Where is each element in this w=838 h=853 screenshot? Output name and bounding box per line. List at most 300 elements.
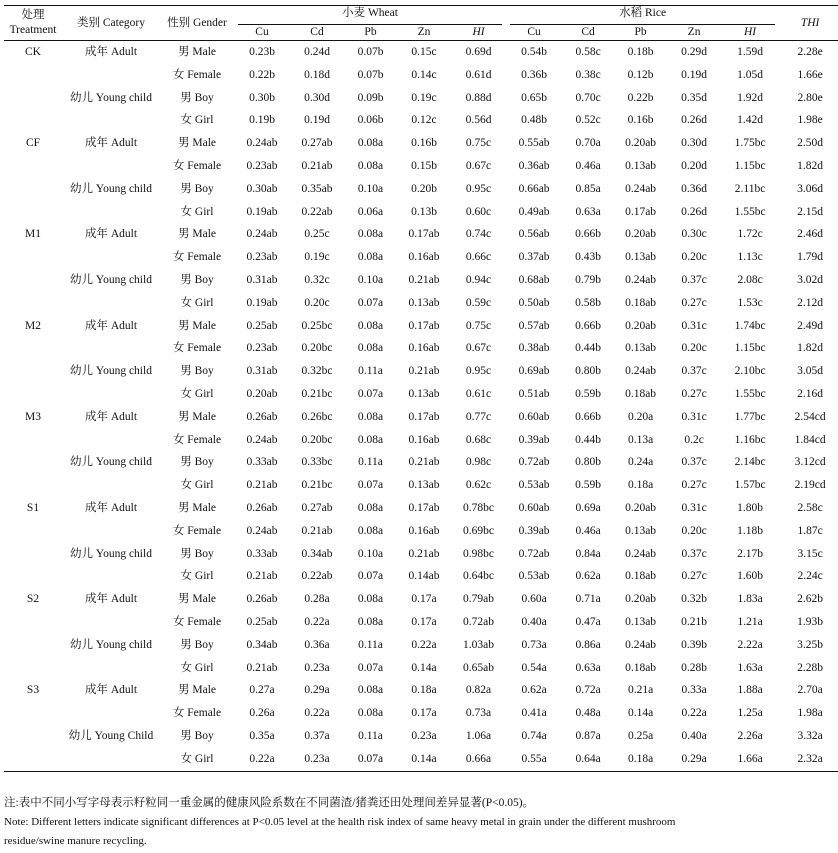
table-row (4, 429, 838, 452)
cell-rice-cu: 0.50ab (518, 296, 550, 309)
cell-category (62, 702, 160, 725)
cell-rice-cu: 0.65b (521, 91, 547, 104)
cell-rice-hi: 1.72c (737, 228, 763, 241)
cell-wheat-zn: 0.21ab (408, 456, 440, 469)
cell-gender: 女 Girl (180, 570, 214, 583)
table-row (4, 337, 838, 360)
cell-rice-cd: 0.87a (575, 729, 601, 742)
cell-rice-cu: 0.60ab (518, 501, 550, 514)
table-row (4, 269, 838, 292)
cell-wheat-pb: 0.08a (357, 593, 384, 606)
cell-wheat-hi: 0.67c (465, 159, 492, 172)
cell-rice-cu: 0.72ab (518, 547, 550, 560)
cell-rice-hi: 2.11bc (734, 182, 766, 195)
cell-rice-zn: 0.39b (681, 638, 707, 651)
cell-gender: 女 Female (172, 159, 222, 172)
cell-thi: 2.62b (797, 593, 824, 606)
cell-thi: 3.25b (797, 638, 824, 651)
cell-rice-zn: 0.21b (681, 615, 707, 628)
cell-thi: 1.93b (797, 615, 824, 628)
cell-rice-cd: 0.47a (575, 615, 601, 628)
cell-gender: 女 Girl (180, 205, 214, 218)
cell-rice-cu: 0.39ab (518, 524, 550, 537)
cell-rice-pb: 0.12b (627, 68, 654, 81)
cell-category (62, 565, 160, 588)
footnote-cn: 注:表中不同小写字母表示籽粒同一重金属的健康风险系数在不同菌渣/猪粪还田处理间差异显著(P<0.05)。 (4, 797, 535, 809)
cell-rice-cu: 0.36ab (518, 159, 550, 172)
cell-wheat-hi: 0.79ab (463, 593, 495, 606)
cell-wheat-cu: 0.19ab (246, 296, 278, 309)
header-treatment (4, 6, 62, 41)
cell-rice-hi: 1.18b (737, 524, 764, 537)
cell-treatment: M1 (25, 228, 41, 241)
cell-rice-zn: 0.37c (681, 365, 707, 378)
footnote-en-line2: residue/swine manure recycling. (4, 835, 147, 847)
cell-wheat-pb: 0.08a (357, 159, 384, 172)
cell-rice-hi: 1.92d (737, 91, 764, 104)
cell-rice-pb: 0.18a (614, 748, 667, 771)
cell-wheat-cu: 0.26ab (246, 501, 278, 514)
cell-rice-pb: 0.24a (627, 456, 654, 469)
cell-treatment: S2 (26, 593, 40, 606)
cell-rice-zn: 0.27c (681, 296, 707, 309)
cell-wheat-pb: 0.06a (357, 205, 384, 218)
cell-wheat-cd: 0.27ab (301, 137, 333, 150)
table-row (4, 292, 838, 315)
cell-wheat-cd: 0.27ab (301, 501, 333, 514)
cell-rice-hi: 1.15bc (734, 159, 766, 172)
header-gender: 性别 Gender (160, 6, 234, 41)
table-row (4, 657, 838, 680)
cell-treatment (4, 155, 62, 178)
cell-wheat-cu: 0.24ab (246, 137, 278, 150)
cell-rice-pb: 0.13ab (625, 251, 657, 264)
cell-wheat-cd: 0.32c (304, 273, 330, 286)
cell-rice-pb: 0.18ab (625, 296, 657, 309)
cell-wheat-cu: 0.33ab (246, 456, 278, 469)
cell-wheat-pb: 0.07a (357, 479, 384, 492)
cell-wheat-cd: 0.29a (304, 684, 330, 697)
cell-rice-hi: 1.57bc (734, 479, 766, 492)
cell-rice-cd: 0.63a (575, 661, 601, 674)
cell-rice-cd: 0.66b (575, 228, 601, 241)
cell-wheat-pb: 0.11a (358, 638, 383, 651)
cell-thi: 2.28b (797, 661, 824, 674)
cell-rice-cu: 0.48b (521, 114, 547, 127)
table-row (4, 543, 838, 566)
cell-thi: 1.84cd (794, 433, 826, 446)
cell-rice-cu: 0.55a (506, 748, 562, 771)
cell-wheat-zn: 0.21ab (408, 547, 440, 560)
cell-rice-cu: 0.73a (521, 638, 547, 651)
cell-treatment (4, 360, 62, 383)
cell-rice-zn: 0.35d (681, 91, 707, 104)
cell-category: 幼儿 Young child (70, 182, 152, 195)
cell-gender: 男 Boy (180, 182, 214, 195)
cell-wheat-hi: 0.77c (465, 410, 492, 423)
cell-wheat-cu: 0.25ab (246, 615, 278, 628)
cell-thi: 2.49d (797, 319, 824, 332)
cell-wheat-zn: 0.14a (411, 661, 437, 674)
cell-rice-zn: 0.27c (681, 387, 707, 400)
cell-treatment (4, 64, 62, 87)
cell-rice-cu: 0.60a (521, 593, 547, 606)
cell-rice-pb: 0.24ab (625, 638, 657, 651)
cell-rice-hi: 1.77bc (734, 410, 766, 423)
cell-wheat-cu: 0.21ab (246, 479, 278, 492)
header-wheat-cd: Cd (290, 25, 344, 41)
cell-wheat-pb: 0.10a (357, 182, 384, 195)
cell-thi: 2.70a (797, 684, 823, 697)
cell-wheat-zn: 0.19c (411, 91, 437, 104)
cell-wheat-hi: 0.98bc (463, 547, 495, 560)
cell-category: 成年 Adult (84, 228, 138, 241)
cell-rice-cd: 0.62a (575, 570, 601, 583)
cell-category (62, 64, 160, 87)
cell-wheat-hi: 0.95c (465, 182, 492, 195)
cell-rice-pb: 0.13ab (625, 615, 657, 628)
cell-rice-zn: 0.31c (681, 501, 707, 514)
cell-rice-cd: 0.44b (575, 433, 601, 446)
cell-rice-cd: 0.84a (575, 547, 601, 560)
cell-rice-zn: 0.26d (681, 205, 707, 218)
cell-rice-zn: 0.27c (681, 479, 707, 492)
cell-wheat-cu: 0.25ab (246, 319, 278, 332)
cell-gender: 女 Girl (180, 114, 214, 127)
cell-rice-cd: 0.46a (575, 159, 601, 172)
cell-gender: 男 Male (177, 46, 216, 58)
cell-gender: 女 Girl (180, 296, 214, 309)
cell-wheat-zn: 0.17a (411, 593, 437, 606)
cell-rice-hi: 2.10bc (734, 365, 766, 378)
cell-rice-zn: 0.2c (684, 433, 704, 446)
cell-thi: 2.12d (797, 296, 824, 309)
table-row (4, 634, 838, 657)
table-row (4, 679, 838, 702)
cell-rice-cd: 0.43b (575, 251, 601, 264)
cell-wheat-cu: 0.19ab (246, 205, 278, 218)
cell-rice-pb: 0.20ab (625, 501, 657, 514)
cell-gender: 女 Girl (160, 748, 234, 771)
cell-rice-pb: 0.13ab (625, 524, 657, 537)
cell-wheat-hi: 0.67c (465, 342, 492, 355)
cell-category (62, 429, 160, 452)
cell-thi: 2.15d (797, 205, 824, 218)
cell-rice-zn: 0.33a (681, 684, 707, 697)
cell-treatment: M3 (25, 410, 41, 423)
header-wheat-zn: Zn (397, 25, 451, 41)
cell-wheat-hi: 0.74c (465, 228, 492, 241)
cell-wheat-cd: 0.21ab (301, 524, 333, 537)
cell-gender: 女 Female (172, 615, 222, 628)
cell-category: 成年 Adult (84, 501, 138, 514)
cell-treatment (4, 474, 62, 497)
cell-rice-cd: 0.59b (575, 387, 601, 400)
cell-wheat-hi: 0.69bc (463, 524, 495, 537)
cell-rice-cu: 0.51ab (518, 387, 550, 400)
cell-wheat-zn: 0.20b (411, 182, 437, 195)
cell-wheat-pb: 0.07a (344, 748, 397, 771)
cell-wheat-cd: 0.25bc (301, 319, 333, 332)
cell-treatment (4, 87, 62, 110)
cell-wheat-cd: 0.25c (304, 228, 330, 241)
cell-gender: 男 Boy (180, 365, 214, 378)
cell-wheat-cd: 0.18d (304, 68, 330, 81)
cell-wheat-cu: 0.34ab (246, 638, 278, 651)
cell-wheat-pb: 0.08a (357, 684, 384, 697)
cell-wheat-zn: 0.17ab (408, 501, 440, 514)
table-row (4, 201, 838, 224)
cell-thi: 2.32a (779, 748, 838, 771)
cell-rice-cu: 0.62a (521, 684, 547, 697)
cell-rice-hi: 1.88a (737, 684, 763, 697)
cell-rice-zn: 0.32b (681, 593, 707, 606)
cell-wheat-pb: 0.11a (358, 456, 383, 469)
cell-wheat-cu: 0.22a (234, 748, 290, 771)
cell-rice-cd: 0.70a (575, 137, 601, 150)
cell-wheat-cd: 0.20c (304, 296, 330, 309)
cell-thi: 2.58c (797, 501, 823, 514)
cell-wheat-zn: 0.16b (411, 137, 437, 150)
cell-wheat-hi: 0.75c (465, 137, 492, 150)
cell-wheat-cu: 0.23ab (246, 159, 278, 172)
cell-rice-pb: 0.18ab (625, 661, 657, 674)
table-row (4, 520, 838, 543)
cell-treatment (4, 451, 62, 474)
header-treatment-cn: 处理 (21, 9, 45, 21)
cell-wheat-cu: 0.24ab (246, 433, 278, 446)
cell-wheat-zn: 0.15b (411, 159, 437, 172)
cell-rice-cu: 0.69ab (518, 365, 550, 378)
cell-wheat-zn: 0.13ab (408, 479, 440, 492)
header-rice-hi: HI (721, 25, 779, 41)
cell-wheat-cd: 0.22ab (301, 205, 333, 218)
cell-rice-cd: 0.58b (575, 296, 601, 309)
cell-wheat-cd: 0.37a (304, 729, 330, 742)
cell-thi: 1.98a (797, 707, 823, 720)
cell-wheat-zn: 0.21ab (408, 365, 440, 378)
cell-rice-cd: 0.44b (575, 342, 601, 355)
cell-rice-hi: 1.66a (721, 748, 779, 771)
cell-rice-pb: 0.18ab (625, 570, 657, 583)
cell-wheat-cd: 0.22a (304, 615, 330, 628)
cell-wheat-zn: 0.17a (411, 615, 437, 628)
cell-wheat-pb: 0.07a (357, 387, 384, 400)
cell-thi: 2.16d (797, 387, 824, 400)
cell-wheat-pb: 0.08a (357, 410, 384, 423)
cell-treatment: CF (25, 137, 41, 150)
cell-wheat-cd: 0.19d (304, 114, 330, 127)
cell-wheat-zn: 0.14c (411, 68, 437, 81)
footnote-en-line1: Note: Different letters indicate significant differences at P<0.05 level at the health risk index of same heavy metal in grain under the different mushroom (4, 816, 676, 828)
cell-wheat-cu: 0.24ab (246, 524, 278, 537)
table-row (4, 41, 838, 64)
cell-rice-zn: 0.20c (681, 342, 707, 355)
table-row (4, 64, 838, 87)
cell-rice-pb: 0.22b (627, 91, 654, 104)
cell-treatment: M2 (25, 319, 41, 332)
cell-gender: 女 Female (172, 524, 222, 537)
cell-rice-zn: 0.19d (681, 68, 707, 81)
cell-rice-zn: 0.20d (681, 159, 707, 172)
header-wheat-pb: Pb (344, 25, 397, 41)
cell-thi: 2.54cd (794, 410, 826, 423)
cell-wheat-cu: 0.26ab (246, 593, 278, 606)
cell-wheat-cd: 0.28a (304, 593, 330, 606)
cell-wheat-hi: 0.64bc (463, 570, 495, 583)
cell-wheat-zn: 0.15c (411, 46, 437, 58)
cell-category (62, 337, 160, 360)
cell-category (62, 109, 160, 132)
cell-wheat-hi: 0.61d (465, 68, 492, 81)
cell-wheat-cd: 0.19c (304, 251, 330, 264)
cell-wheat-pb: 0.08a (357, 524, 384, 537)
cell-rice-cd: 0.80b (575, 365, 601, 378)
cell-rice-hi: 1.74bc (734, 319, 766, 332)
cell-wheat-hi: 0.61c (465, 387, 492, 400)
cell-rice-pb: 0.20ab (625, 319, 657, 332)
cell-gender: 女 Female (172, 342, 222, 355)
cell-wheat-zn: 0.13ab (408, 296, 440, 309)
table-header (4, 6, 838, 41)
cell-treatment (4, 292, 62, 315)
table-row (4, 748, 838, 771)
cell-wheat-hi: 0.56d (465, 114, 492, 127)
cell-rice-cu: 0.40a (521, 615, 547, 628)
cell-gender: 男 Male (177, 684, 216, 697)
cell-wheat-hi: 0.66c (465, 251, 492, 264)
cell-wheat-cu: 0.24ab (246, 228, 278, 241)
cell-wheat-cu: 0.23ab (246, 251, 278, 264)
cell-rice-cd: 0.59b (575, 479, 601, 492)
table-row (4, 87, 838, 110)
cell-wheat-cd: 0.32bc (301, 365, 333, 378)
cell-thi: 2.19cd (794, 479, 826, 492)
cell-wheat-cu: 0.26ab (246, 410, 278, 423)
cell-treatment (4, 429, 62, 452)
cell-rice-cu: 0.53ab (518, 479, 550, 492)
cell-thi: 3.06d (797, 182, 824, 195)
cell-wheat-pb: 0.10a (357, 273, 384, 286)
cell-category: 成年 Adult (84, 137, 138, 150)
cell-gender: 男 Boy (180, 729, 214, 742)
cell-wheat-pb: 0.08a (357, 342, 384, 355)
cell-category (62, 246, 160, 269)
cell-wheat-hi: 0.82a (465, 684, 492, 697)
cell-wheat-hi: 0.73a (465, 707, 492, 720)
cell-wheat-zn: 0.16ab (408, 251, 440, 264)
cell-gender: 女 Female (172, 251, 222, 264)
cell-category: 成年 Adult (84, 46, 138, 58)
cell-rice-cd: 0.48a (575, 707, 601, 720)
cell-wheat-zn: 0.17ab (408, 410, 440, 423)
cell-rice-cu: 0.54a (521, 661, 547, 674)
cell-rice-zn: 0.20c (681, 524, 707, 537)
cell-treatment (4, 657, 62, 680)
health-risk-table (4, 5, 838, 772)
header-rice: 水稻 Rice (510, 6, 775, 25)
cell-wheat-zn: 0.21ab (408, 273, 440, 286)
cell-wheat-hi: 0.66a (451, 748, 506, 771)
cell-rice-zn: 0.29a (667, 748, 721, 771)
cell-wheat-cu: 0.27a (249, 684, 275, 697)
header-rice-pb: Pb (614, 25, 667, 41)
header-rice-cd: Cd (562, 25, 614, 41)
cell-rice-pb: 0.20ab (625, 228, 657, 241)
cell-gender: 男 Male (177, 319, 216, 332)
cell-rice-cu: 0.72ab (518, 456, 550, 469)
header-wheat-hi: HI (451, 25, 506, 41)
cell-rice-zn: 0.37c (681, 273, 707, 286)
cell-wheat-cd: 0.24d (304, 46, 330, 58)
cell-rice-zn: 0.20c (681, 251, 707, 264)
cell-thi: 3.05d (797, 365, 824, 378)
cell-gender: 男 Boy (180, 456, 214, 469)
cell-category (62, 748, 160, 771)
cell-rice-zn: 0.40a (681, 729, 707, 742)
table-row (4, 360, 838, 383)
cell-rice-cd: 0.66b (575, 319, 601, 332)
cell-thi: 2.24c (797, 570, 823, 583)
cell-category: 幼儿 Young child (70, 456, 152, 469)
table-row (4, 474, 838, 497)
cell-wheat-pb: 0.08a (357, 433, 384, 446)
cell-wheat-pb: 0.08a (357, 137, 384, 150)
cell-rice-pb: 0.24ab (625, 365, 657, 378)
table-body (4, 41, 838, 772)
cell-wheat-cd: 0.20bc (301, 342, 333, 355)
cell-wheat-pb: 0.07a (357, 570, 384, 583)
cell-wheat-cu: 0.22b (249, 68, 275, 81)
cell-rice-hi: 1.55bc (734, 205, 766, 218)
cell-wheat-pb: 0.08a (357, 707, 384, 720)
cell-rice-cu: 0.56ab (518, 228, 550, 241)
cell-thi: 1.82d (797, 342, 824, 355)
cell-rice-cu: 0.66ab (518, 182, 550, 195)
cell-wheat-cu: 0.30b (249, 91, 275, 104)
cell-rice-cu: 0.49ab (518, 205, 550, 218)
cell-gender: 男 Male (177, 501, 216, 514)
cell-rice-pb: 0.25a (627, 729, 654, 742)
cell-rice-hi: 2.26a (737, 729, 763, 742)
cell-wheat-hi: 0.65ab (463, 661, 495, 674)
cell-wheat-zn: 0.22a (411, 638, 437, 651)
header-treatment-en: Treatment (9, 24, 57, 36)
cell-treatment (4, 748, 62, 771)
cell-wheat-zn: 0.18a (411, 684, 437, 697)
cell-wheat-pb: 0.08a (357, 319, 384, 332)
cell-gender: 女 Girl (180, 387, 214, 400)
cell-treatment (4, 269, 62, 292)
cell-rice-hi: 1.55bc (734, 387, 766, 400)
cell-rice-pb: 0.14a (627, 707, 654, 720)
cell-rice-hi: 1.13c (737, 251, 763, 264)
cell-category (62, 383, 160, 406)
cell-gender: 男 Boy (180, 273, 214, 286)
cell-wheat-zn: 0.17ab (408, 228, 440, 241)
cell-rice-hi: 2.22a (737, 638, 763, 651)
cell-category: 成年 Adult (84, 410, 138, 423)
cell-wheat-cd: 0.20bc (301, 433, 333, 446)
cell-treatment (4, 178, 62, 201)
cell-rice-hi: 1.80b (737, 501, 764, 514)
table-row (4, 109, 838, 132)
cell-wheat-pb: 0.07b (357, 46, 384, 58)
cell-category: 幼儿 Young child (70, 365, 152, 378)
cell-treatment (4, 383, 62, 406)
cell-category (62, 520, 160, 543)
cell-thi: 1.82d (797, 159, 824, 172)
